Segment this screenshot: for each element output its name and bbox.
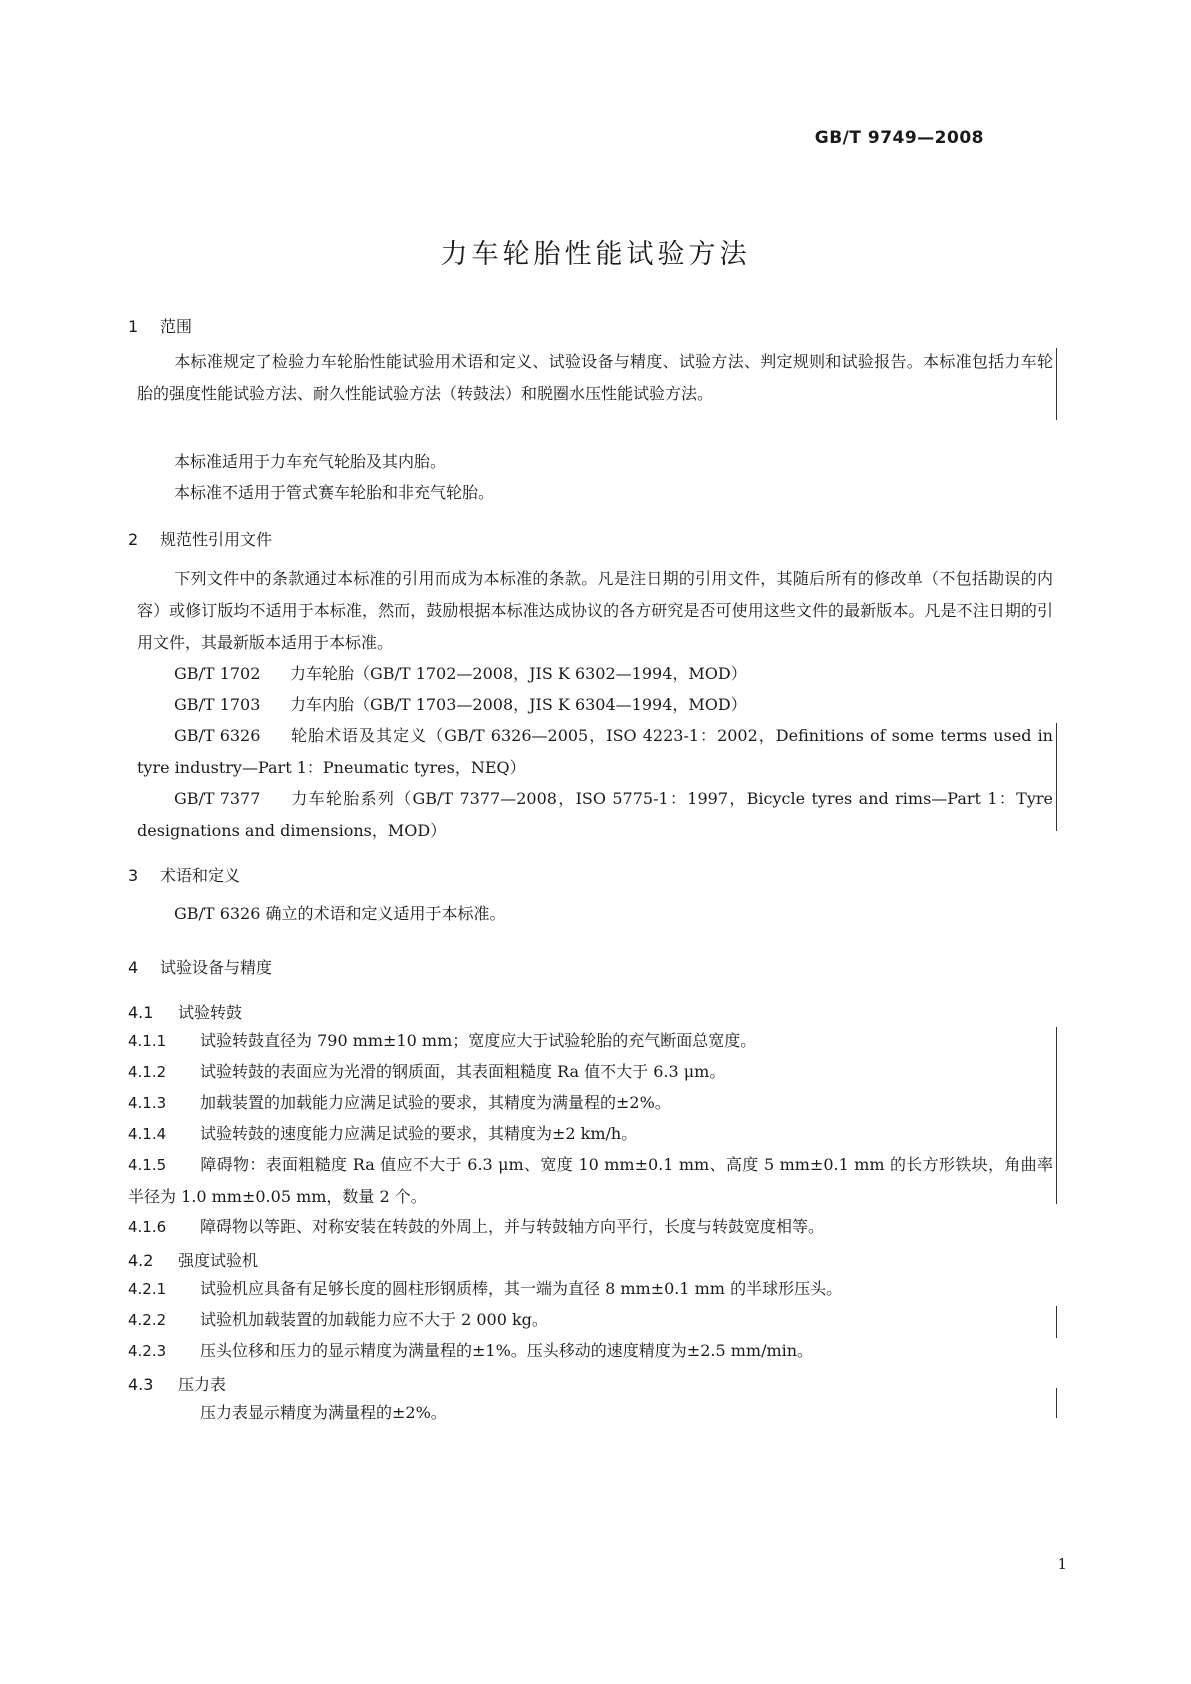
subsection-number: 4.3 — [128, 1375, 154, 1394]
paragraph-text: 本标准适用于力车充气轮胎及其内胎。 — [174, 452, 447, 471]
change-bar — [1056, 348, 1057, 420]
change-bar — [1056, 1027, 1057, 1163]
reference-item — [137, 783, 1053, 847]
section-2-intro — [137, 563, 1053, 659]
reference-text: 力车轮胎（GB/T 1702—2008，JIS K 6302—1994，MOD） — [290, 664, 747, 683]
section-title: 范围 — [160, 317, 193, 336]
clause-text: 试验机加载装置的加载能力应不大于 2 000 kg。 — [200, 1310, 548, 1329]
subsection-4-3-paragraph — [128, 1397, 1053, 1429]
clause-number: 4.1.1 — [128, 1032, 167, 1050]
change-bar — [1056, 723, 1057, 831]
clause-4-1-3 — [128, 1087, 1053, 1119]
section-3-paragraph — [137, 898, 1053, 930]
clause-text: 障碍物：表面粗糙度 Ra 值应不大于 6.3 μm、宽度 10 mm±0.1 mm、高度 5 mm±0.1 mm 的长方形铁块，角曲率半径为 1.0 mm±0.05 mm，数量 2 个。 — [128, 1155, 1053, 1206]
clause-4-1-1 — [128, 1025, 1053, 1057]
clause-number: 4.1.3 — [128, 1094, 167, 1112]
section-1-paragraph-2 — [137, 446, 1053, 478]
change-bar — [1056, 1306, 1057, 1338]
clause-4-1-6 — [128, 1211, 1053, 1243]
change-bar — [1056, 1388, 1057, 1418]
subsection-title: 试验转鼓 — [178, 1003, 243, 1022]
clause-4-1-4 — [128, 1118, 1053, 1150]
document-title: 力车轮胎性能试验方法 — [440, 239, 751, 270]
section-title: 规范性引用文件 — [160, 530, 273, 549]
clause-number: 4.2.2 — [128, 1311, 167, 1329]
subsection-title: 强度试验机 — [178, 1251, 259, 1270]
paragraph-text: 本标准规定了检验力车轮胎性能试验用术语和定义、试验设备与精度、试验方法、判定规则和试验报告。本标准包括力车轮胎的强度性能试验方法、耐久性能试验方法（转鼓法）和脱圈水压性能试验方法。 — [137, 352, 1053, 403]
section-title: 术语和定义 — [160, 866, 241, 885]
clause-text: 试验转鼓的表面应为光滑的钢质面，其表面粗糙度 Ra 值不大于 6.3 μm。 — [200, 1062, 726, 1081]
clause-number: 4.1.5 — [128, 1156, 167, 1174]
section-2-heading — [128, 527, 272, 550]
change-bar — [1056, 1152, 1057, 1204]
section-number: 2 — [128, 530, 139, 549]
section-number: 3 — [128, 866, 139, 885]
reference-code: GB/T 7377 — [174, 789, 261, 808]
subsection-4-3-heading — [128, 1372, 226, 1395]
reference-text: 轮胎术语及其定义（GB/T 6326—2005，ISO 4223-1：2002，Definitions of some terms used in tyre industry—Part 1：Pneumatic tyres，NEQ） — [137, 726, 1053, 777]
reference-code: GB/T 6326 — [174, 726, 261, 745]
section-title: 试验设备与精度 — [160, 958, 273, 977]
clause-4-1-5 — [128, 1149, 1053, 1213]
paragraph-text: 下列文件中的条款通过本标准的引用而成为本标准的条款。凡是注日期的引用文件，其随后所有的修改单（不包括勘误的内容）或修订版均不适用于本标准，然而，鼓励根据本标准达成协议的各方研究是否可使用这些文件的最新版本。凡是不注日期的引用文件，其最新版本适用于本标准。 — [137, 569, 1053, 652]
clause-number: 4.1.4 — [128, 1125, 167, 1143]
section-number: 4 — [128, 958, 139, 977]
section-4-heading — [128, 955, 272, 978]
section-number: 1 — [128, 317, 139, 336]
subsection-4-2-heading — [128, 1248, 258, 1271]
clause-text: 试验转鼓直径为 790 mm±10 mm；宽度应大于试验轮胎的充气断面总宽度。 — [200, 1031, 757, 1050]
section-1-paragraph-1 — [137, 346, 1053, 410]
clause-number: 4.2.3 — [128, 1342, 167, 1360]
paragraph-text: GB/T 6326 确立的术语和定义适用于本标准。 — [174, 904, 506, 923]
page-number: 1 — [1057, 1555, 1067, 1573]
clause-4-2-3 — [128, 1335, 1053, 1367]
section-3-heading — [128, 863, 240, 886]
reference-item — [137, 689, 1053, 721]
paragraph-text: 压力表显示精度为满量程的±2%。 — [200, 1403, 447, 1422]
clause-number: 4.1.6 — [128, 1218, 167, 1236]
reference-text: 力车轮胎系列（GB/T 7377—2008，ISO 5775-1：1997，Bicycle tyres and rims—Part 1：Tyre designations and dimensions，MOD） — [137, 789, 1053, 840]
reference-item — [137, 720, 1053, 784]
paragraph-text: 本标准不适用于管式赛车轮胎和非充气轮胎。 — [174, 483, 495, 502]
reference-text: 力车内胎（GB/T 1703—2008，JIS K 6304—1994，MOD） — [290, 695, 747, 714]
standard-code: GB/T 9749—2008 — [814, 128, 984, 148]
reference-code: GB/T 1703 — [174, 695, 261, 714]
subsection-number: 4.1 — [128, 1003, 154, 1022]
clause-text: 试验机应具备有足够长度的圆柱形钢质棒，其一端为直径 8 mm±0.1 mm 的半球形压头。 — [200, 1279, 843, 1298]
reference-code: GB/T 1702 — [174, 664, 261, 683]
clause-text: 压头位移和压力的显示精度为满量程的±1%。压头移动的速度精度为±2.5 mm/min。 — [200, 1341, 814, 1360]
clause-4-2-1 — [128, 1273, 1053, 1305]
clause-text: 障碍物以等距、对称安装在转鼓的外周上，并与转鼓轴方向平行，长度与转鼓宽度相等。 — [200, 1217, 825, 1236]
clause-text: 加载装置的加载能力应满足试验的要求，其精度为满量程的±2%。 — [200, 1093, 671, 1112]
reference-item — [137, 658, 1053, 690]
clause-4-2-2 — [128, 1304, 1053, 1336]
section-1-heading — [128, 314, 192, 337]
clause-number: 4.1.2 — [128, 1063, 167, 1081]
clause-text: 试验转鼓的速度能力应满足试验的要求，其精度为±2 km/h。 — [200, 1124, 638, 1143]
clause-number: 4.2.1 — [128, 1280, 167, 1298]
section-1-paragraph-3 — [137, 477, 1053, 509]
subsection-title: 压力表 — [178, 1375, 227, 1394]
subsection-4-1-heading — [128, 1000, 242, 1023]
subsection-number: 4.2 — [128, 1251, 154, 1270]
clause-4-1-2 — [128, 1056, 1053, 1088]
